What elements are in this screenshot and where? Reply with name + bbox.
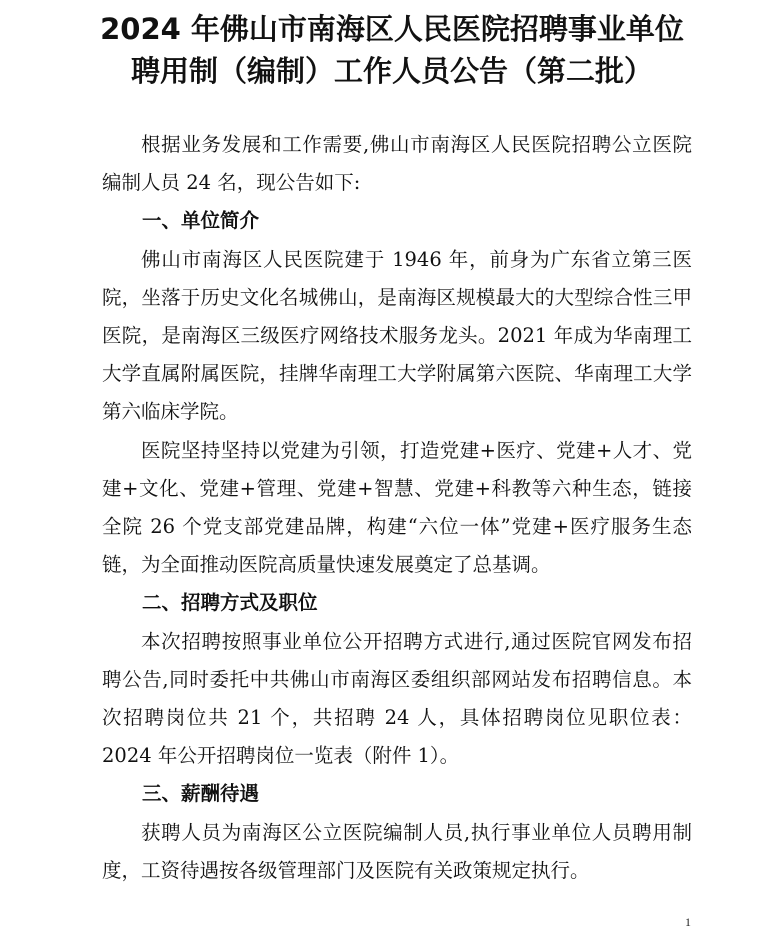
document-body xyxy=(102,126,692,890)
section-heading-salary: 三、薪酬待遇 xyxy=(142,782,260,806)
document-title-line-2: 聘用制（编制）工作人员公告（第二批） xyxy=(130,54,653,88)
intro-paragraph: 根据业务发展和工作需要,佛山市南海区人民医院招聘公立医院编制人员 24 名，现公告如下: xyxy=(102,133,692,195)
page-number: 1 xyxy=(685,915,691,929)
recruitment-paragraph: 本次招聘按照事业单位公开招聘方式进行,通过医院官网发布招聘公告,同时委托中共佛山市南海区委组织部网站发布招聘信息。本次招聘岗位共 21 个，共招聘 24 人，具体招聘岗位见职位表：2024 年公开招聘岗位一览表（附件 1）。 xyxy=(102,629,692,768)
unit-intro-paragraph-2: 医院坚持坚持以党建为引领，打造党建+医疗、党建+人才、党建+文化、党建+管理、党建+智慧、党建+科教等六种生态，链接全院 26 个党支部党建品牌，构建“六位一体”党建+医疗服务生态链，为全面推动医院高质量快速发展奠定了总基调。 xyxy=(102,438,692,577)
unit-intro-paragraph-1: 佛山市南海区人民医院建于 1946 年，前身为广东省立第三医院，坐落于历史文化名城佛山，是南海区规模最大的大型综合性三甲医院，是南海区三级医疗网络技术服务龙头。2021 年成为华南理工大学直属附属医院，挂牌华南理工大学附属第六医院、华南理工大学第六临床学院。 xyxy=(102,247,692,424)
section-heading-recruitment: 二、招聘方式及职位 xyxy=(142,591,318,615)
section-heading-unit-intro: 一、单位简介 xyxy=(142,209,260,233)
document-title-line-1: 2024 年佛山市南海区人民医院招聘事业单位 xyxy=(100,12,684,46)
salary-paragraph: 获聘人员为南海区公立医院编制人员,执行事业单位人员聘用制度，工资待遇按各级管理部门及医院有关政策规定执行。 xyxy=(102,820,692,882)
